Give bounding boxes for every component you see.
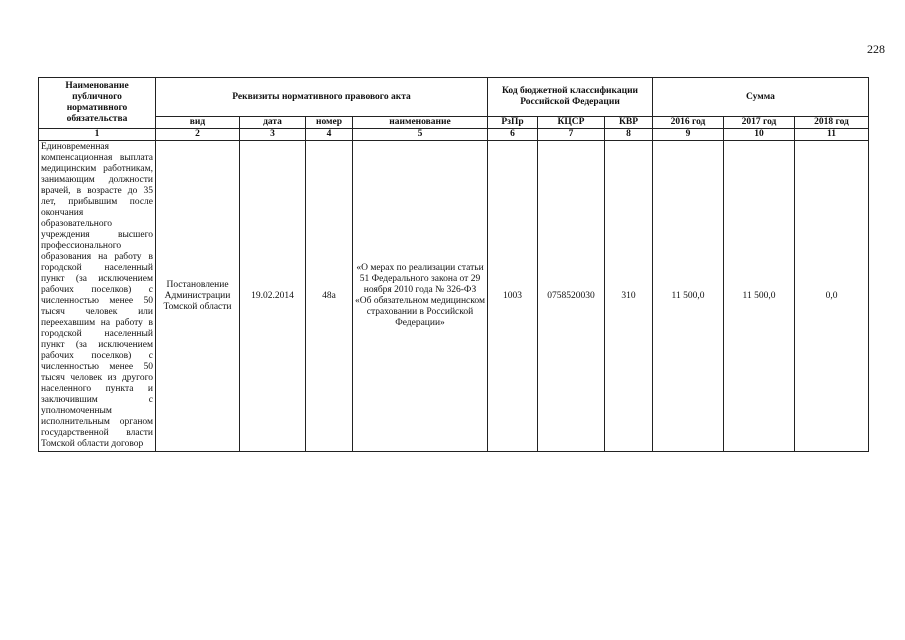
header-title: наименование bbox=[353, 117, 488, 129]
header-kvr: КВР bbox=[605, 117, 653, 129]
act-date: 19.02.2014 bbox=[240, 141, 306, 452]
act-number: 48а bbox=[306, 141, 353, 452]
header-year-2017: 2017 год bbox=[724, 117, 795, 129]
header-rzpr: РзПр bbox=[488, 117, 538, 129]
kcsr-code: 0758520030 bbox=[538, 141, 605, 452]
column-number: 3 bbox=[240, 129, 306, 141]
obligation-description: Единовременная компенсационная выплата медицинским работникам, занимающим должности врачей, в возрасте до 35 лет, прибывшим после окончания образовательного учреждения высшего профессионального образования на работу в городской населенный пункт (за исключением рабочих поселков) с численностью менее 50 тысяч человек или переехавшим на работу в городской населенный пункт (за исключением рабочих поселков) с численностью менее 50 тысяч человек из другого населенного пункта и заключившим с уполномоченным исполнительным органом государственной власти Томской области договор bbox=[39, 141, 156, 452]
column-number: 2 bbox=[156, 129, 240, 141]
header-budget-code: Код бюджетной классификации Российской Федерации bbox=[488, 78, 653, 117]
column-number: 8 bbox=[605, 129, 653, 141]
column-number: 10 bbox=[724, 129, 795, 141]
header-year-2018: 2018 год bbox=[795, 117, 869, 129]
act-title: «О мерах по реализации статьи 51 Федерального закона от 29 ноября 2010 года № 326-ФЗ «Об обязательном медицинском страховании в Российской Федерации» bbox=[353, 141, 488, 452]
table-row bbox=[39, 141, 869, 452]
header-number: номер bbox=[306, 117, 353, 129]
column-number: 5 bbox=[353, 129, 488, 141]
sum-2017: 11 500,0 bbox=[724, 141, 795, 452]
header-obligation-name: Наименование публичного нормативного обязательства bbox=[39, 78, 156, 129]
header-date: дата bbox=[240, 117, 306, 129]
header-row-sub bbox=[39, 117, 869, 129]
header-year-2016: 2016 год bbox=[653, 117, 724, 129]
header-requisites: Реквизиты нормативного правового акта bbox=[156, 78, 488, 117]
act-kind: Постановление Администрации Томской области bbox=[156, 141, 240, 452]
column-number: 7 bbox=[538, 129, 605, 141]
column-number: 6 bbox=[488, 129, 538, 141]
rzpr-code: 1003 bbox=[488, 141, 538, 452]
sum-2018: 0,0 bbox=[795, 141, 869, 452]
column-numbers-row bbox=[39, 129, 869, 141]
page-number: 228 bbox=[867, 42, 885, 56]
budget-table bbox=[38, 77, 869, 452]
sum-2016: 11 500,0 bbox=[653, 141, 724, 452]
header-row-main bbox=[39, 78, 869, 117]
kvr-code: 310 bbox=[605, 141, 653, 452]
column-number: 11 bbox=[795, 129, 869, 141]
column-number: 4 bbox=[306, 129, 353, 141]
header-kcsr: КЦСР bbox=[538, 117, 605, 129]
column-number: 9 bbox=[653, 129, 724, 141]
column-number: 1 bbox=[39, 129, 156, 141]
header-kind: вид bbox=[156, 117, 240, 129]
header-sum: Сумма bbox=[653, 78, 869, 117]
